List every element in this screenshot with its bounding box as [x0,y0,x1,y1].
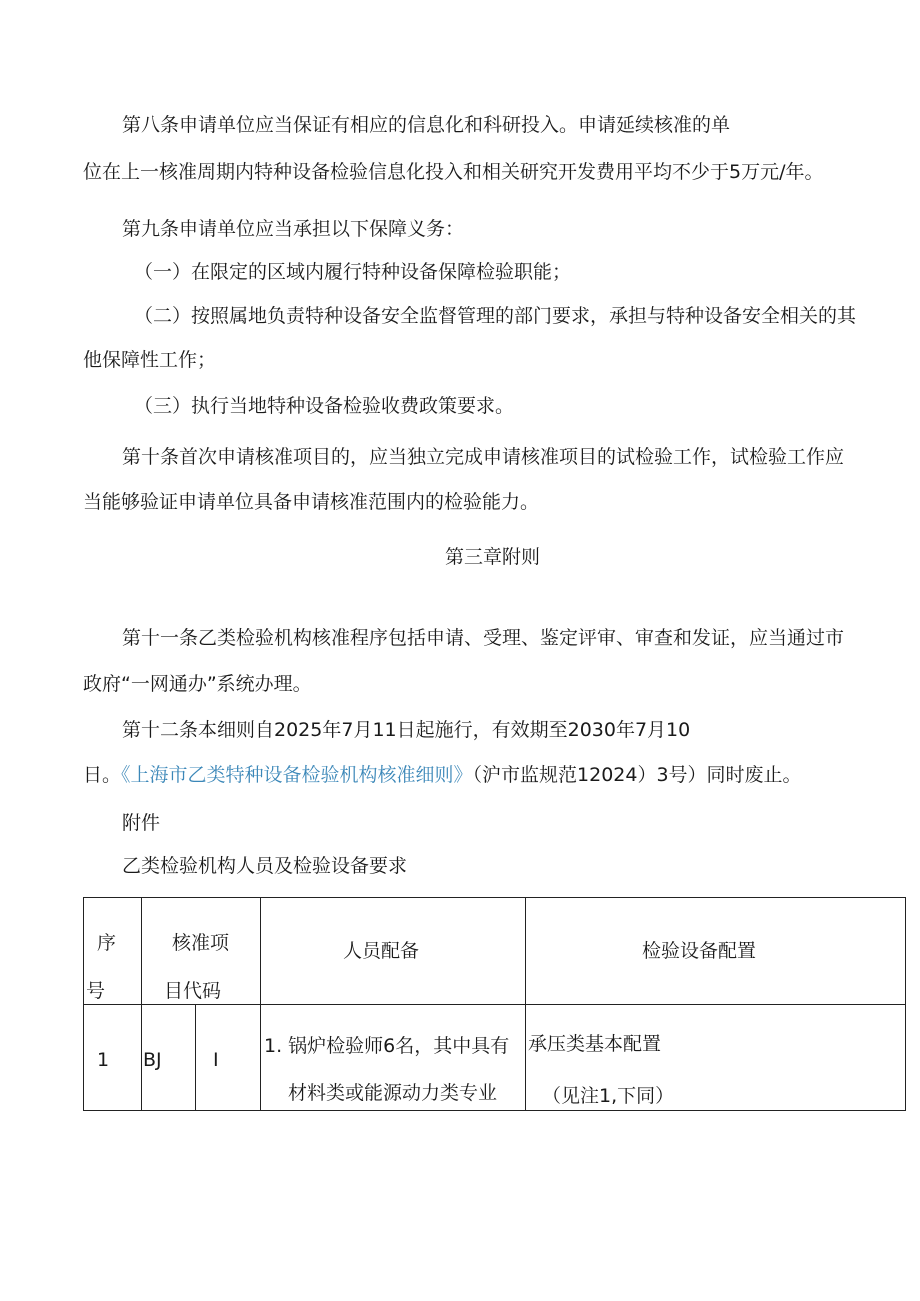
article-9-item-1: （一）在限定的区域内履行特种设备保障检验职能； [134,261,572,283]
article-9-intro: 第九条申请单位应当承担以下保障义务： [122,218,465,240]
header-seq-line-1: 序 [97,932,117,954]
table-header-row [84,898,906,1005]
row-equipment-line-2: （见注1,下同） [542,1085,675,1107]
header-staff-label: 人员配备 [343,940,420,962]
header-seq [84,898,142,1005]
header-staff [261,898,526,1005]
article-8-line-2: 位在上一核准周期内特种设备检验信息化投入和相关研究开发费用平均不少于5万元/年。 [83,161,824,183]
row-equipment-line-1: 承压类基本配置 [528,1033,662,1055]
header-seq-line-2: 号 [86,980,106,1002]
header-equipment [526,898,906,1005]
row-equipment [526,1005,906,1111]
article-11-line-2: 政府“一网通办”系统办理。 [83,673,312,695]
article-11-line-1: 第十一条乙类检验机构核准程序包括申请、受理、鉴定评审、审查和发证，应当通过市 [122,627,845,649]
article-9-item-3: （三）执行当地特种设备检验收费政策要求。 [134,395,515,417]
article-10-line-1: 第十条首次申请核准项目的，应当独立完成申请核准项目的试检验工作，试检验工作应 [122,446,845,468]
row-staff-line-2: 材料类或能源动力类专业 [288,1082,498,1104]
article-12-suffix: （沪市监规范12024）3号）同时废止。 [472,764,802,786]
attachment-title: 乙类检验机构人员及检验设备要求 [122,855,408,877]
header-code-line-1: 核准项 [172,932,230,954]
requirements-table [83,897,906,1111]
row-code-b [196,1005,261,1111]
header-equipment-label: 检验设备配置 [642,940,757,962]
regulation-link[interactable]: 《上海市乙类特种设备检验机构核准细则》 [121,764,473,786]
row-code-b-value: I [213,1049,219,1071]
article-12-line-2 [83,762,802,788]
article-10-line-2: 当能够验证申请单位具备申请核准范围内的检验能力。 [83,491,540,513]
row-seq-value: 1 [97,1049,110,1071]
row-code-a [142,1005,196,1111]
row-seq [84,1005,142,1111]
header-code [142,898,261,1005]
article-9-item-2-line-1: （二）按照属地负责特种设备安全监督管理的部门要求，承担与特种设备安全相关的其 [134,305,857,327]
row-staff-line-1: 1. 锅炉检验师6名，其中具有 [264,1035,510,1057]
article-8-line-1: 第八条申请单位应当保证有相应的信息化和科研投入。申请延续核准的单 [122,114,731,136]
table-row [84,1005,906,1111]
article-9-item-2-line-2: 他保障性工作； [83,349,217,371]
attachment-label: 附件 [122,812,161,834]
row-staff [261,1005,526,1111]
article-12-line-1: 第十二条本细则自2025年7月11日起施行，有效期至2030年7月10 [122,719,691,741]
header-code-line-2: 目代码 [164,980,222,1002]
chapter-title: 第三章附则 [444,546,540,568]
row-code-a-value: BJ [143,1049,162,1071]
article-12-prefix: 日。 [83,764,122,786]
